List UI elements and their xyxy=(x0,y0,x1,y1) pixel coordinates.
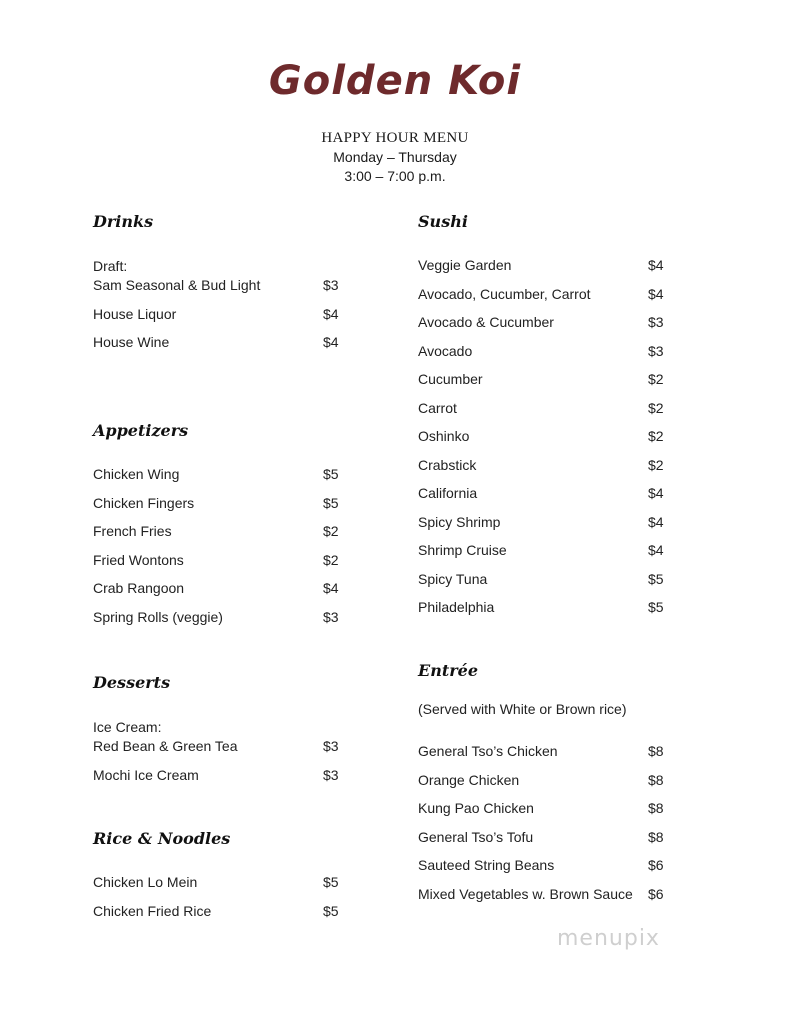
menu-item xyxy=(418,570,668,599)
item-name: Spring Rolls (veggie) xyxy=(93,608,223,625)
menu-item xyxy=(418,856,668,885)
item-name: Fried Wontons xyxy=(93,551,184,568)
item-price: $4 xyxy=(648,542,664,558)
item-name: Avocado, Cucumber, Carrot xyxy=(418,285,591,302)
item-price: $2 xyxy=(648,371,664,387)
item-name: Carrot xyxy=(418,399,457,416)
item-name: Chicken Fried Rice xyxy=(93,902,212,919)
item-price: $5 xyxy=(648,599,664,615)
menu-days: Monday – Thursday xyxy=(333,149,457,165)
menu-item xyxy=(418,742,668,771)
menu-item xyxy=(418,541,668,570)
menu-item xyxy=(418,885,668,914)
item-name: Chicken Lo Mein xyxy=(93,874,198,890)
menu-item xyxy=(93,608,343,637)
item-name: French Fries xyxy=(93,523,172,539)
menu-item xyxy=(93,494,343,523)
section-appetizers xyxy=(93,421,343,636)
section-title: Rice & Noodles xyxy=(93,829,231,848)
item-name: Oshinko xyxy=(418,428,470,444)
item-price: $4 xyxy=(323,334,339,350)
item-price: $5 xyxy=(323,494,339,511)
menu-item xyxy=(93,579,343,608)
item-price: $5 xyxy=(323,466,339,482)
menu-item xyxy=(93,902,343,931)
menu-item xyxy=(418,456,668,485)
section-rice-noodles xyxy=(93,829,343,930)
section-title: Appetizers xyxy=(93,421,189,440)
menu-item xyxy=(418,399,668,428)
item-list xyxy=(93,873,343,930)
item-name: Veggie Garden xyxy=(418,257,512,273)
item-price: $8 xyxy=(648,828,664,845)
menu-item xyxy=(418,370,668,399)
menu-item xyxy=(93,873,343,902)
item-list xyxy=(418,256,668,627)
section-entree xyxy=(418,661,668,913)
item-name: General Tso’s Chicken xyxy=(418,743,558,759)
menu-item xyxy=(418,342,668,371)
item-name: Philadelphia xyxy=(418,599,495,615)
item-price: $6 xyxy=(648,857,664,873)
section-note: Draft: xyxy=(93,258,128,274)
item-price: $4 xyxy=(323,305,339,322)
section-title: Desserts xyxy=(93,673,171,692)
item-price: $8 xyxy=(648,743,664,759)
item-price: $3 xyxy=(323,738,339,754)
menu-item xyxy=(93,305,343,334)
menu-item xyxy=(93,737,343,766)
menu-item xyxy=(93,333,343,362)
section-drinks xyxy=(93,212,343,362)
item-name: House Liquor xyxy=(93,305,177,322)
menu-item xyxy=(418,598,668,627)
item-name: House Wine xyxy=(93,334,170,350)
item-name: Cucumber xyxy=(418,371,483,387)
item-price: $3 xyxy=(323,277,339,293)
item-price: $5 xyxy=(323,874,339,890)
item-name: Sam Seasonal & Bud Light xyxy=(93,277,261,293)
menu-item xyxy=(93,551,343,580)
item-price: $8 xyxy=(648,800,664,816)
section-title: Sushi xyxy=(418,212,468,231)
item-price: $4 xyxy=(648,485,664,501)
menu-item xyxy=(93,522,343,551)
item-name: Red Bean & Green Tea xyxy=(93,738,238,754)
item-price: $3 xyxy=(323,608,339,625)
menu-item xyxy=(418,484,668,513)
item-price: $3 xyxy=(648,314,664,330)
menu-item xyxy=(418,285,668,314)
menu-item xyxy=(418,799,668,828)
menu-title: HAPPY HOUR MENU xyxy=(321,130,469,146)
item-list xyxy=(93,465,343,636)
item-name: Orange Chicken xyxy=(418,771,520,788)
item-name: Crabstick xyxy=(418,456,477,473)
item-price: $5 xyxy=(323,902,339,919)
item-price: $2 xyxy=(648,428,664,444)
menu-item xyxy=(418,313,668,342)
item-price: $6 xyxy=(648,885,664,902)
item-name: Mochi Ice Cream xyxy=(93,766,199,783)
item-price: $3 xyxy=(648,342,664,359)
item-list xyxy=(93,737,343,794)
item-price: $4 xyxy=(648,285,664,302)
item-list xyxy=(93,276,343,362)
menu-item xyxy=(93,465,343,494)
item-name: Kung Pao Chicken xyxy=(418,800,534,816)
section-note: (Served with White or Brown rice) xyxy=(418,701,627,717)
menu-item xyxy=(418,828,668,857)
item-name: California xyxy=(418,485,478,501)
menupix-watermark: menupix xyxy=(557,926,660,951)
item-price: $4 xyxy=(648,257,664,273)
item-name: Shrimp Cruise xyxy=(418,542,507,558)
menu-item xyxy=(418,513,668,542)
item-price: $2 xyxy=(323,551,339,568)
item-price: $8 xyxy=(648,771,664,788)
item-name: Spicy Tuna xyxy=(418,570,488,587)
item-name: Avocado & Cucumber xyxy=(418,314,554,330)
item-name: Spicy Shrimp xyxy=(418,513,501,530)
section-note: Ice Cream: xyxy=(93,719,162,735)
item-price: $4 xyxy=(323,580,339,596)
section-title: Entrée xyxy=(418,661,479,680)
item-name: Chicken Wing xyxy=(93,466,180,482)
menu-item xyxy=(418,427,668,456)
menu-item xyxy=(418,256,668,285)
item-name: Sauteed String Beans xyxy=(418,857,555,873)
item-list xyxy=(418,742,668,913)
item-price: $2 xyxy=(648,456,664,473)
menu-item xyxy=(418,771,668,800)
menu-hours: 3:00 – 7:00 p.m. xyxy=(344,168,446,184)
item-name: Avocado xyxy=(418,342,473,359)
item-name: Crab Rangoon xyxy=(93,580,185,596)
section-title: Drinks xyxy=(93,212,154,231)
section-desserts xyxy=(93,673,343,794)
item-price: $2 xyxy=(323,523,339,539)
item-price: $2 xyxy=(648,399,664,416)
item-price: $3 xyxy=(323,766,339,783)
item-price: $5 xyxy=(648,570,664,587)
restaurant-name: Golden Koi xyxy=(268,58,522,104)
item-name: Chicken Fingers xyxy=(93,494,195,511)
menu-item xyxy=(93,766,343,795)
item-price: $4 xyxy=(648,513,664,530)
item-name: Mixed Vegetables w. Brown Sauce xyxy=(418,885,633,902)
item-name: General Tso’s Tofu xyxy=(418,828,534,845)
section-sushi xyxy=(418,212,668,627)
menu-item xyxy=(93,276,343,305)
